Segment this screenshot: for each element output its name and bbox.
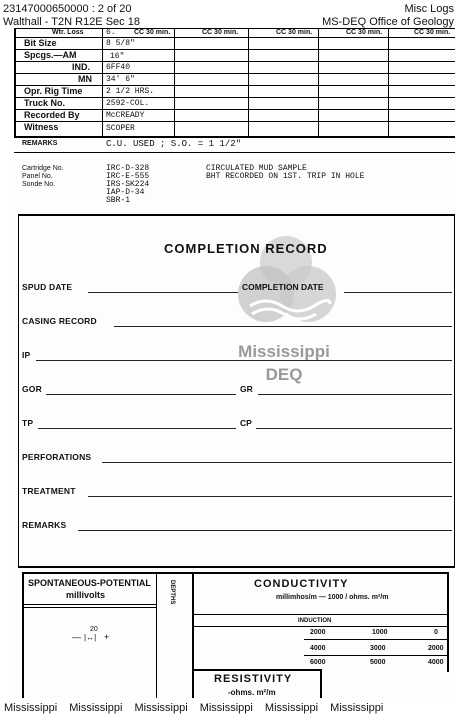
- remarks-field: [22, 520, 455, 532]
- bit-size-label: Bit Size: [24, 38, 57, 48]
- cartridge-label: Cartridge No.: [22, 165, 64, 172]
- recorded-by-label: Recorded By: [24, 110, 80, 120]
- well-location: Walthall - T2N R12E Sec 18: [3, 16, 140, 28]
- ip-label: IP: [22, 350, 31, 360]
- perforations-field: [22, 452, 455, 464]
- scale-r3-c1: 6000: [310, 659, 326, 666]
- scale-r1-c3: 0: [434, 629, 438, 636]
- recorded-by-value: McCREADY: [106, 111, 145, 120]
- gr-label: GR: [240, 384, 253, 394]
- casing-record-label: CASING RECORD: [22, 316, 97, 326]
- scale-r2-c3: 2000: [428, 645, 444, 652]
- ind-label: IND.: [72, 62, 90, 72]
- scale-r3-c3: 4000: [428, 659, 444, 666]
- rig-time-label: Opr. Rig Time: [24, 86, 83, 96]
- spud-date-label: SPUD DATE: [22, 282, 73, 292]
- ip-field: [22, 350, 455, 362]
- tp-cp-field: [22, 418, 455, 430]
- equip-value-5: SBR-1: [106, 196, 131, 205]
- document-id: 23147000650000 : 2 of 20: [3, 3, 132, 15]
- mn-value: 34' 6": [106, 75, 135, 84]
- spacings-label: Spcgs.—AM: [24, 50, 77, 60]
- resistivity-unit: -ohms. m²/m: [228, 688, 276, 697]
- tp-label: TP: [22, 418, 34, 428]
- col-header-4: CC 30 min.: [346, 29, 383, 36]
- cp-label: CP: [240, 418, 252, 428]
- water-loss-value: 6.: [106, 28, 116, 37]
- sp-title: SPONTANEOUS-POTENTIAL: [28, 578, 151, 588]
- sp-scale-bracket-icon: |↔|: [84, 633, 97, 642]
- perforations-label: PERFORATIONS: [22, 452, 92, 462]
- equip-value-4: IAP-D-34: [106, 188, 145, 197]
- scale-r1-c1: 2000: [310, 629, 326, 636]
- resistivity-title: RESISTIVITY: [214, 673, 293, 685]
- scale-r2-c1: 4000: [310, 645, 326, 652]
- truck-no-value: 2592-COL.: [106, 99, 150, 108]
- spud-date-field: [22, 282, 455, 294]
- sp-scale-value: 20: [90, 626, 98, 633]
- sonde-label: Sonde No.: [22, 181, 56, 188]
- treatment-label: TREATMENT: [22, 486, 76, 496]
- scale-r2-c2: 3000: [370, 645, 386, 652]
- scanned-log-page: [14, 28, 455, 698]
- watermark-deq: DEQ: [265, 365, 303, 384]
- equip-note-2: BHT RECORDED ON 1ST. TRIP IN HOLE: [206, 172, 365, 181]
- induction-label: INDUCTION: [298, 618, 332, 624]
- conductivity-title: CONDUCTIVITY: [254, 578, 349, 590]
- remarks-text: C.U. USED ; S.O. = 1 1/2": [106, 139, 242, 149]
- col-header-3: CC 30 min.: [276, 29, 313, 36]
- footer-watermark-strip: Mississippi Mississippi Mississippi Mississippi Mississippi Mississippi: [4, 702, 384, 714]
- witness-label: Witness: [24, 122, 59, 132]
- col-header-1: CC 30 min.: [134, 29, 171, 36]
- equip-value-3: IRS-SK224: [106, 180, 150, 189]
- mn-label: MN: [78, 74, 92, 84]
- scale-r3-c2: 5000: [370, 659, 386, 666]
- equip-value-1: IRC-D-328: [106, 164, 150, 173]
- spacings-value: 16": [110, 52, 125, 61]
- equip-note-1: CIRCULATED MUD SAMPLE: [206, 164, 307, 173]
- equip-value-2: IRC-E-555: [106, 172, 150, 181]
- sp-scale-plus: +: [104, 632, 110, 642]
- water-loss-label: Wtr. Loss: [52, 29, 84, 36]
- watermark-mississippi: Mississippi: [238, 342, 330, 361]
- col-header-5: CC 30 min.: [414, 29, 451, 36]
- casing-record-field: [22, 316, 455, 328]
- bit-size-value: 8 5/8": [106, 39, 135, 48]
- treatment-field: [22, 486, 455, 498]
- conductivity-unit: millimhos/m — 1000 / ohms. m²/m: [276, 594, 389, 601]
- remarks-label: REMARKS: [22, 140, 58, 147]
- completion-remarks-label: REMARKS: [22, 520, 67, 530]
- completion-record-title: COMPLETION RECORD: [164, 241, 328, 256]
- truck-no-label: Truck No.: [24, 98, 66, 108]
- ind-value: 6FF40: [106, 63, 131, 72]
- gor-label: GOR: [22, 384, 42, 394]
- sp-scale-minus: —: [72, 632, 81, 642]
- witness-value: SCOPER: [106, 124, 135, 133]
- office-name: MS-DEQ Office of Geology: [322, 16, 454, 28]
- document-category: Misc Logs: [404, 3, 454, 15]
- sp-unit: millivolts: [66, 590, 106, 600]
- completion-date-label: COMPLETION DATE: [242, 282, 324, 292]
- scale-r1-c2: 1000: [372, 629, 388, 636]
- panel-label: Panel No.: [22, 173, 53, 180]
- rig-time-value: 2 1/2 HRS.: [106, 87, 155, 96]
- depths-label: DEPTHS: [169, 580, 175, 605]
- gor-gr-field: [22, 384, 455, 396]
- col-header-2: CC 30 min.: [202, 29, 239, 36]
